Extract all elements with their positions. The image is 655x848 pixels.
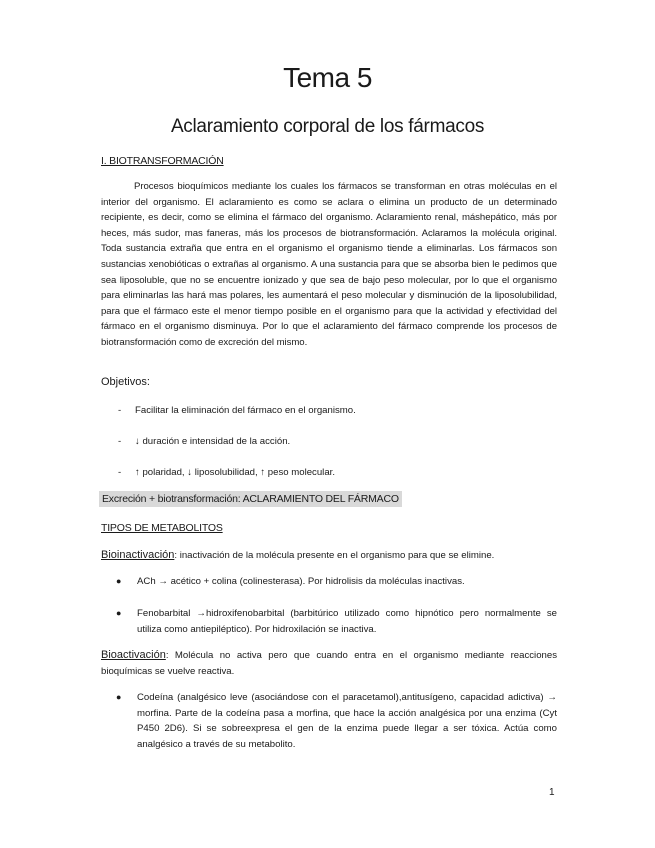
bioactivacion-paragraph [101,648,557,679]
intro-paragraph [101,179,557,351]
bioinactivacion-paragraph [101,548,557,564]
section-heading-biotransformacion: I. BIOTRANSFORMACIÓN [101,155,224,167]
bullet-icon: ● [116,608,122,618]
bioactivacion-bullet [116,690,557,752]
bullet-text: Codeína (analgésico leve (asociándose con el paracetamol),antitusígeno, capacidad adictiva) → morfina. Parte de la codeína pasa a morfina, que hace la acción analgésica por una enzima (Cyt P450 2D6). Si se sobreexpresa el gen de la enzima puede llegar a ser tóxica. Actúa como analgésico a través de su metabolito. [137,692,557,750]
page-subtitle: Aclaramiento corporal de los fármacos [170,116,485,137]
bioinactivacion-text: : inactivación de la molécula presente en el organismo para que se elimine. [174,550,495,561]
tipos-metabolitos-heading: TIPOS DE METABOLITOS [101,522,223,534]
objetivo-item [118,467,335,478]
highlighted-definition: Excreción + biotransformación: ACLARAMIENTO DEL FÁRMACO [99,491,402,507]
bioinactivacion-bullet [116,606,557,637]
objetivo-item-text: ↓ duración e intensidad de la acción. [135,436,291,447]
objetivo-item-text: ↑ polaridad, ↓ liposolubilidad, ↑ peso molecular. [135,467,335,478]
page-number: 1 [549,787,555,798]
dash-marker: - [118,467,122,478]
bullet-icon: ● [116,692,122,702]
bioinactivacion-bullet [116,574,557,590]
bullet-text: ACh → acético + colina (colinesterasa). Por hidrolisis da moléculas inactivas. [137,576,465,587]
objetivos-heading: Objetivos: [101,376,150,388]
objetivo-item [118,436,290,447]
intro-paragraph-text: Procesos bioquímicos mediante los cuales los fármacos se transforman en otras moléculas en el interior del organismo. El aclaramiento es como se aclara o elimina un producto de un determinado recipiente, es decir, como se elimina el fármaco del organismo. Aclaramiento renal, máshepático, más por heces, más sudor, mas faneras, más los procesos de biotransformación. Aclaramos la molécula original. Toda sustancia extraña que entra en el organismo el organismo tiende a eliminarlas. Los fármacos son sustancias xenobióticas o extrañas al organismo. A una sustancia para que se absorba bien le pedimos que sea liposoluble, que no se encuentre ionizado y que sea de bajo peso molecular, por lo que el organismo para eliminarlas las hará mas polares, les aumentará el peso molecular y disminución de la liposolubilidad, para que el fármaco este el menor tiempo posible en el organismo para que la actividad y efectividad del fármaco en el organismo disminuya. Por lo que el aclaramiento del fármaco comprende los procesos de biotransformación como de excreción del mismo. [101,181,557,348]
dash-marker: - [118,436,122,447]
page-title: Tema 5 [283,62,372,93]
bullet-text: Fenobarbital →hidroxifenobarbital (barbitúrico utilizado como hipnótico pero normalmente se utiliza como antiepiléptico). Por hidroxilación se inactiva. [137,608,557,635]
dash-marker: - [118,405,122,416]
bullet-icon: ● [116,576,122,586]
bioactivacion-term: Bioactivación [101,649,166,661]
bioinactivacion-term: Bioinactivación [101,549,175,561]
objetivo-item [118,405,356,416]
objetivo-item-text: Facilitar la eliminación del fármaco en el organismo. [135,405,356,416]
bioactivacion-text: : Molécula no activa pero que cuando entra en el organismo mediante reacciones bioquímicas se vuelve reactiva. [101,650,557,677]
